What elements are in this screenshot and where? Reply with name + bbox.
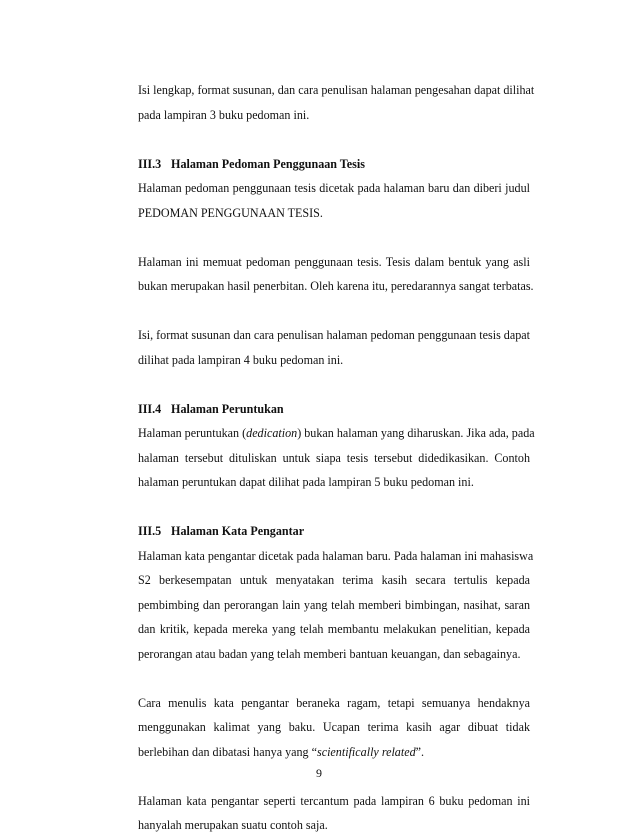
text-line: menggunakan kalimat yang baku. Ucapan terima kasih agar dibuat tidak — [138, 720, 530, 734]
text-segment: berlebihan dan dibatasi hanya yang “ — [138, 744, 317, 759]
text-line: Cara menulis kata pengantar beraneka ragam, tetapi semuanya hendaknya — [138, 695, 530, 710]
text-line: perorangan atau badan yang telah memberi bantuan keuangan, dan sebagainya. — [138, 646, 521, 661]
text-line: Halaman kata pengantar dicetak pada halaman baru. Pada halaman ini mahasiswa — [138, 548, 534, 563]
paragraph-spacer — [138, 666, 530, 691]
section-title: Halaman Kata Pengantar — [171, 524, 305, 538]
text-line — [138, 740, 530, 765]
section-number: III.5 — [138, 524, 162, 538]
paragraph — [138, 78, 535, 127]
text-line: hanyalah merupakan suatu contoh saja. — [138, 818, 328, 832]
text-line: S2 berkesempatan untuk menyatakan terima kasih secara tertulis kepada — [138, 573, 530, 587]
text-segment: ) bukan halaman yang diharuskan. Jika ada, pada — [297, 426, 535, 440]
paragraph — [138, 323, 530, 372]
text-line: Halaman kata pengantar seperti tercantum pada lampiran 6 buku pedoman ini — [138, 793, 530, 808]
paragraph — [138, 544, 534, 667]
text-segment: Halaman peruntukan ( — [138, 426, 247, 440]
section-heading — [138, 152, 530, 177]
text-line: halaman peruntukan dapat dilihat pada lampiran 5 buku pedoman ini. — [138, 475, 474, 489]
text-line — [138, 421, 535, 446]
paragraph — [138, 421, 535, 495]
text-line: dilihat pada lampiran 4 buku pedoman ini. — [138, 352, 344, 367]
paragraph-spacer — [138, 372, 530, 397]
text-line: Halaman ini memuat pedoman penggunaan tesis. Tesis dalam bentuk yang asli — [138, 254, 530, 269]
paragraph-spacer — [138, 495, 530, 520]
paragraph — [138, 250, 534, 299]
page-body — [138, 78, 535, 838]
section-heading — [138, 519, 530, 544]
page-number: 9 — [316, 766, 322, 780]
section-heading — [138, 397, 530, 422]
paragraph-spacer — [138, 299, 530, 324]
text-line: pembimbing dan perorangan lain yang telah memberi bimbingan, nasihat, saran — [138, 597, 530, 612]
paragraph-spacer — [138, 127, 530, 152]
text-line: Isi lengkap, format susunan, dan cara penulisan halaman pengesahan dapat dilihat — [138, 83, 535, 97]
text-line: bukan merupakan hasil penerbitan. Oleh karena itu, peredarannya sangat terbatas. — [138, 279, 534, 293]
section-title: Halaman Pedoman Penggunaan Tesis — [171, 156, 365, 171]
section-number: III.4 — [138, 401, 162, 416]
text-line: dan kritik, kepada mereka yang telah membantu melakukan penelitian, kepada — [138, 622, 530, 636]
italic-term: scientifically related — [317, 744, 416, 759]
paragraph-spacer — [138, 225, 530, 250]
text-line: Isi, format susunan dan cara penulisan halaman pedoman penggunaan tesis dapat — [138, 328, 530, 342]
paragraph — [138, 789, 530, 838]
text-line: Halaman pedoman penggunaan tesis dicetak pada halaman baru dan diberi judul — [138, 181, 530, 195]
paragraph — [138, 176, 530, 225]
section-number: III.3 — [138, 156, 162, 171]
italic-term: dedication — [246, 426, 298, 440]
paragraph — [138, 691, 530, 765]
text-segment: ”. — [415, 744, 425, 759]
text-line: halaman tersebut dituliskan untuk siapa tesis tersebut didedikasikan. Contoh — [138, 450, 530, 465]
text-line: PEDOMAN PENGGUNAAN TESIS. — [138, 205, 323, 220]
text-line: pada lampiran 3 buku pedoman ini. — [138, 107, 310, 122]
section-title: Halaman Peruntukan — [171, 401, 284, 416]
